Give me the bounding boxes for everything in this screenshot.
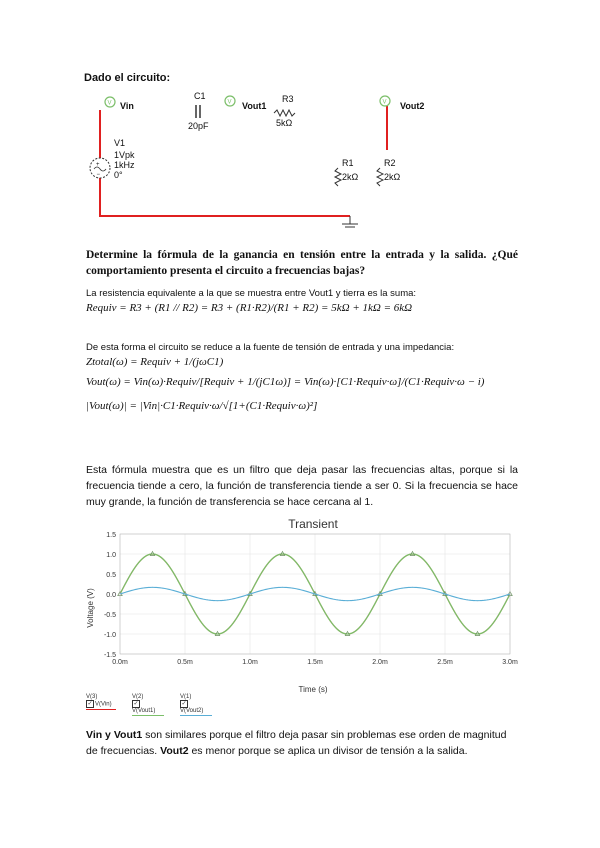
question-text: Determine la fórmula de la ganancia en tensión entre la entrada y la salida. ¿Qué comportamiento presenta el circuito a frecuencias bajas?	[86, 249, 518, 277]
svg-text:V: V	[107, 100, 112, 107]
legend-probe-vin: V(3)	[86, 694, 98, 700]
transient-chart	[78, 512, 518, 717]
y-tick-label: 0.5	[106, 572, 116, 579]
probe-vout2-label: Vout2	[400, 101, 425, 111]
conclusion-bold-2: Vout2	[160, 745, 189, 757]
legend-label-vout2: V(Vout2)	[180, 708, 204, 714]
r3-value: 5kΩ	[276, 118, 293, 128]
wire-left	[100, 110, 350, 216]
v1-phase: 0°	[114, 170, 123, 180]
conclusion-text-2: es menor porque se aplica un divisor de tensión a la salida.	[188, 745, 468, 757]
x-tick-label: 2.0m	[372, 659, 388, 666]
explanation-paragraph: Esta fórmula muestra que es un filtro que deja pasar las frecuencias altas, porque si la frecuencia tiende a cero, la función de transferencia tiende a ser 0. Si la frecuencia se hace muy grande, la función de transferencia se hace cercana al 1.	[86, 464, 518, 508]
svg-text:V: V	[227, 99, 232, 106]
x-tick-label: 3.0m	[502, 659, 518, 666]
y-tick-label: 1.5	[106, 532, 116, 539]
v1-amplitude: 1Vpk	[114, 150, 135, 160]
probe-vout1-icon	[225, 96, 235, 106]
probe-vin-label: Vin	[120, 101, 134, 111]
resistor-r3-icon	[274, 110, 295, 116]
capacitor-icon	[196, 105, 200, 118]
legend-item-vout1[interactable]	[132, 694, 164, 716]
v1-frequency: 1kHz	[114, 160, 135, 170]
legend-swatch-vin	[86, 709, 116, 710]
r1-value: 2kΩ	[342, 172, 359, 182]
resistor-r1-icon	[335, 168, 341, 186]
formula-vout-magnitude: |Vout(ω)| = |Vin|·C1·Requiv·ω/√[1+(C1·Requiv·ω)²]	[86, 400, 318, 412]
chart-title: Transient	[288, 517, 338, 531]
x-tick-label: 2.5m	[437, 659, 453, 666]
formula-requiv: Requiv = R3 + (R1 // R2) = R3 + (R1·R2)/(R1 + R2) = 5kΩ + 1kΩ = 6kΩ	[86, 302, 413, 314]
legend-swatch-vout2	[180, 715, 212, 716]
y-tick-label: -1.0	[103, 632, 116, 639]
legend-label-vin: V(Vin)	[95, 701, 112, 708]
c1-value: 20pF	[188, 121, 209, 131]
y-tick-label: -1.5	[103, 652, 116, 659]
probe-vin-icon	[105, 97, 115, 107]
probe-vout2-icon	[380, 96, 390, 106]
checkbox-checked-icon: ✓	[87, 701, 93, 707]
c1-name: C1	[194, 91, 206, 101]
svg-text:+: +	[96, 162, 100, 168]
chart-xlabel: Time (s)	[298, 685, 328, 694]
legend-item-vin[interactable]	[86, 694, 116, 710]
x-tick-label: 1.5m	[307, 659, 323, 666]
x-tick-label: 0.0m	[112, 659, 128, 666]
legend-probe-vout2: V(1)	[180, 694, 192, 700]
conclusion-text-1: son similares porque el filtro deja pasar sin problemas ese orden de magnitud de frecuencias.	[86, 729, 507, 757]
svg-text:V: V	[382, 99, 387, 106]
intro-heading: Dado el circuito:	[84, 72, 171, 84]
x-tick-label: 0.5m	[177, 659, 193, 666]
probe-vout1-label: Vout1	[242, 101, 267, 111]
checkbox-checked-icon: ✓	[181, 701, 187, 707]
resistor-r2-icon	[377, 168, 383, 186]
formula-vout: Vout(ω) = Vin(ω)·Requiv/[Requiv + 1/(jC1ω)] = Vin(ω)·[C1·Requiv·ω]/(C1·Requiv·ω − i)	[86, 376, 485, 388]
conclusion-bold-1: Vin y Vout1	[86, 729, 143, 741]
y-tick-label: 1.0	[106, 552, 116, 559]
r2-value: 2kΩ	[384, 172, 401, 182]
svg-text:−: −	[96, 172, 101, 178]
conclusion-paragraph	[86, 727, 518, 759]
r3-name: R3	[282, 94, 294, 104]
chart-ylabel: Voltage (V)	[86, 588, 95, 628]
legend-probe-vout1: V(2)	[132, 694, 144, 700]
r2-name: R2	[384, 158, 396, 168]
ground-icon	[342, 216, 358, 227]
v1-name: V1	[114, 138, 126, 148]
ac-source-icon	[90, 158, 110, 178]
equiv-resistance-text: La resistencia equivalente a la que se muestra entre Vout1 y tierra es la suma:	[86, 288, 417, 299]
checkbox-checked-icon: ✓	[133, 701, 139, 707]
circuit-schematic	[80, 88, 530, 238]
legend-label-vout1: V(Vout1)	[132, 708, 156, 714]
formula-ztotal: Ztotal(ω) = Requiv + 1/(jωC1)	[86, 356, 224, 368]
y-tick-label: -0.5	[103, 612, 116, 619]
legend-item-vout2[interactable]	[180, 694, 212, 716]
legend-swatch-vout1	[132, 715, 164, 716]
r1-name: R1	[342, 158, 354, 168]
y-tick-label: 0.0	[106, 592, 116, 599]
x-tick-label: 1.0m	[242, 659, 258, 666]
impedance-text: De esta forma el circuito se reduce a la fuente de tensión de entrada y una impedancia:	[86, 342, 455, 353]
